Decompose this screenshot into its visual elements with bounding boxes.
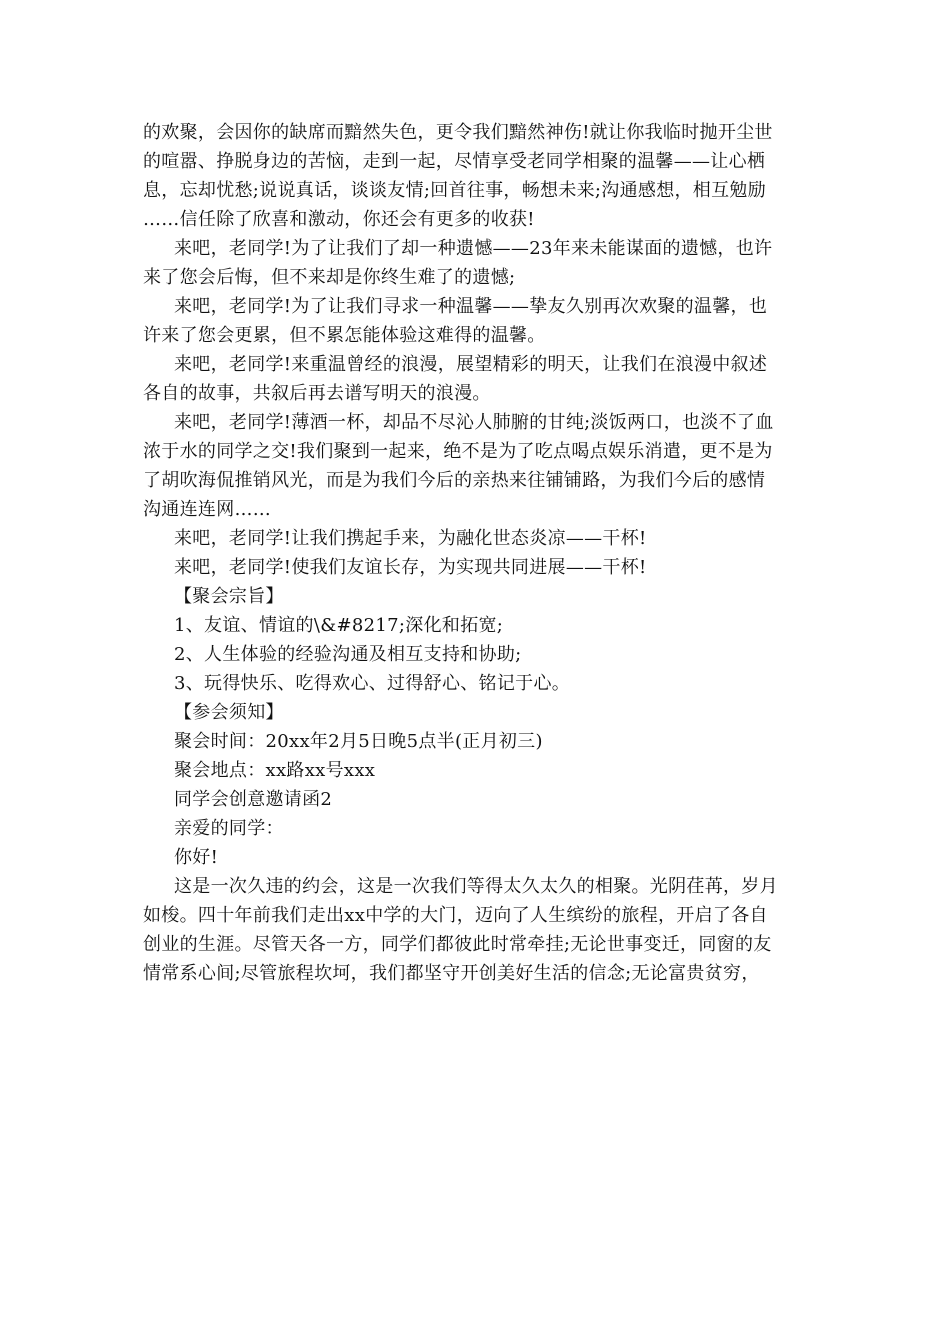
text-line: 亲爱的同学： xyxy=(174,818,284,839)
text-line: 同学会创意邀请函2 xyxy=(174,789,333,810)
text-line: 浓于水的同学之交!我们聚到一起来，绝不是为了吃点喝点娱乐消遣，更不是为 xyxy=(143,441,773,462)
text-line: 许来了您会更累，但不累怎能体验这难得的温馨。 xyxy=(143,325,546,346)
list-item: 2、人生体验的经验沟通及相互支持和协助; xyxy=(174,644,522,665)
text-line: 各自的故事，共叙后再去谱写明天的浪漫。 xyxy=(143,383,491,404)
text-line: 创业的生涯。尽管天各一方，同学们都彼此时常牵挂;无论世事变迁，同窗的友 xyxy=(143,934,772,955)
text-line: 你好! xyxy=(174,847,219,868)
text-line: 了胡吹海侃推销风光，而是为我们今后的亲热来往铺铺路，为我们今后的感情 xyxy=(143,470,766,491)
text-line: 来吧，老同学!为了让我们寻求一种温馨——挚友久别再次欢聚的温馨，也 xyxy=(174,296,768,317)
text-line: 这是一次久违的约会，这是一次我们等得太久太久的相聚。光阴荏苒，岁月 xyxy=(174,876,778,897)
text-line: 聚会地点：xx路xx号xxx xyxy=(174,760,376,781)
text-line: 情常系心间;尽管旅程坎坷，我们都坚守开创美好生活的信念;无论富贵贫穷， xyxy=(143,963,760,984)
text-line: 来吧，老同学!使我们友谊长存，为实现共同进展——干杯! xyxy=(174,557,647,578)
text-line: 息，忘却忧愁;说说真话，谈谈友情;回首往事，畅想未来;沟通感想，相互勉励 xyxy=(143,180,766,201)
text-line: 来吧，老同学!薄酒一杯，却品不尽沁人肺腑的甘纯;淡饭两口，也淡不了血 xyxy=(174,412,774,433)
text-line: 来吧，老同学!来重温曾经的浪漫，展望精彩的明天，让我们在浪漫中叙述 xyxy=(174,354,768,375)
text-line: 沟通连连网…… xyxy=(143,499,272,520)
section-heading: 【聚会宗旨】 xyxy=(174,586,284,607)
text-line: 的喧嚣、挣脱身边的苦恼，走到一起，尽情享受老同学相聚的温馨——让心栖 xyxy=(143,151,766,172)
text-line: 如梭。四十年前我们走出xx中学的大门，迈向了人生缤纷的旅程，开启了各自 xyxy=(143,905,768,926)
text-line: 来了您会后悔，但不来却是你终生难了的遗憾; xyxy=(143,267,516,288)
text-line: 来吧，老同学!让我们携起手来，为融化世态炎凉——干杯! xyxy=(174,528,647,549)
document-body xyxy=(143,118,805,988)
text-line: 聚会时间：20xx年2月5日晚5点半(正月初三) xyxy=(174,731,543,752)
list-item: 1、友谊、情谊的\&#8217;深化和拓宽; xyxy=(174,615,504,636)
text-line: 的欢聚，会因你的缺席而黯然失色，更令我们黯然神伤!就让你我临时抛开尘世 xyxy=(143,122,773,143)
text-line: 来吧，老同学!为了让我们了却一种遗憾——23年来未能谋面的遗憾，也许 xyxy=(174,238,773,259)
section-heading: 【参会须知】 xyxy=(174,702,284,723)
text-line: ……信任除了欣喜和激动，你还会有更多的收获! xyxy=(143,209,535,230)
list-item: 3、玩得快乐、吃得欢心、过得舒心、铭记于心。 xyxy=(174,673,571,694)
